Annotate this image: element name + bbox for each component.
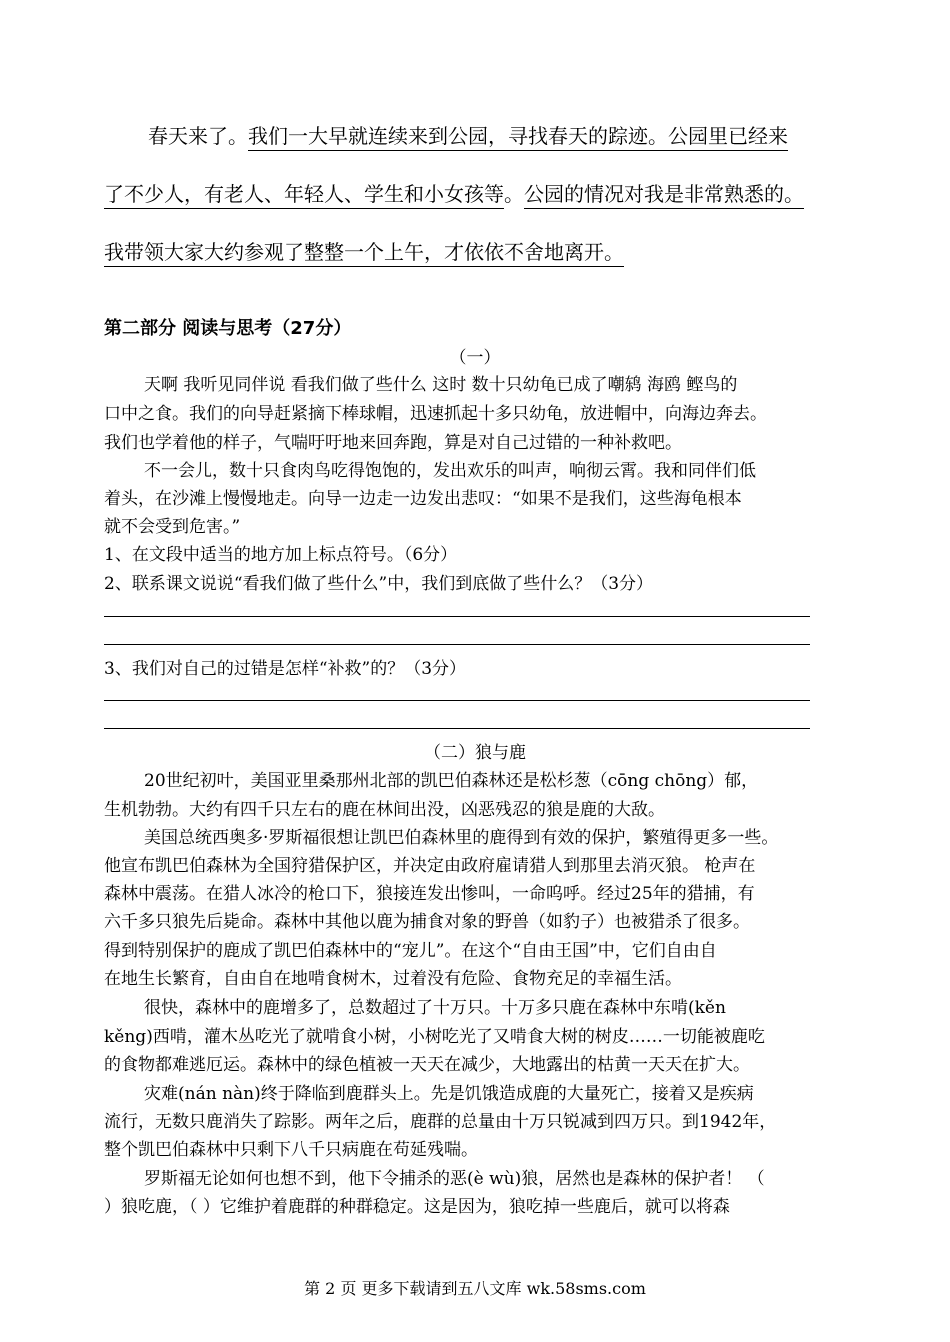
intro-line-3 [104,236,624,265]
intro-text: 。 [504,182,524,206]
part2-title: 第二部分 阅读与思考（27分） [104,318,352,339]
answer-line[interactable] [104,616,810,617]
intro-text: 春天来了。 [148,124,248,148]
intro-line-1 [148,120,788,149]
section2-line: 得到特别保护的鹿成了凯巴伯森林中的“宠儿”。在这个“自由王国”中，它们自由自 [104,941,717,961]
section2-line: 生机勃勃。大约有四千只左右的鹿在林间出没，凶恶残忍的狼是鹿的大敌。 [104,800,665,820]
page-footer: 第 2 页 更多下载请到五八文库 wk.58sms.com [304,1279,646,1298]
section2-line: 罗斯福无论如何也想不到，他下令捕杀的恶(è wù)狼，居然也是森林的保护者！ （ [144,1169,765,1189]
underlined-text: 公园的情况对我是非常熟悉的。 [524,182,804,206]
section2-line: 很快，森林中的鹿增多了，总数超过了十万只。十万多只鹿在森林中东啃(kěn [144,998,726,1018]
section1-line: 不一会儿，数十只食肉鸟吃得饱饱的，发出欢乐的叫声，响彻云霄。我和同伴们低 [144,461,756,481]
underlined-text: 了不少人，有老人、年轻人、学生和小女孩等 [104,182,504,206]
section2-line: 在地生长繁育，自由自在地啃食树木，过着没有危险、食物充足的幸福生活。 [104,969,682,989]
intro-line-2 [104,178,804,207]
section2-line: kěng)西啃，灌木丛吃光了就啃食小树，小树吃光了又啃食大树的树皮……一切能被鹿吃 [104,1027,765,1047]
underlined-text: 我们一大早就连续来到公园，寻找春天的踪迹。公园里已经来 [248,124,788,148]
question-3: 3、我们对自己的过错是怎样“补救”的？（3分） [104,659,467,679]
section2-line: 他宣布凯巴伯森林为全国狩猎保护区，并决定由政府雇请猎人到那里去消灭狼。 枪声在 [104,856,756,876]
section2-line: 森林中震荡。在猎人冰冷的枪口下，狼接连发出惨叫，一命呜呼。经过25年的猎捕，有 [104,884,755,904]
section1-line: 着头，在沙滩上慢慢地走。向导一边走一边发出悲叹：“如果不是我们，这些海龟根本 [104,489,742,509]
answer-line[interactable] [104,644,810,645]
section1-line: 口中之食。我们的向导赶紧摘下棒球帽，迅速抓起十多只幼龟，放进帽中，向海边奔去。 [104,404,767,424]
answer-line[interactable] [104,700,810,701]
section2-line: 灾难(nán nàn)终于降临到鹿群头上。先是饥饿造成鹿的大量死亡，接着又是疾病 [144,1084,754,1104]
section1-heading: （一） [449,348,501,368]
section2-line: 20世纪初叶，美国亚里桑那州北部的凯巴伯森林还是松杉葱（cōng chōng）郁， [144,771,759,791]
section1-line: 就不会受到危害。” [104,517,241,537]
section1-line: 我们也学着他的样子，气喘吁吁地来回奔跑，算是对自己过错的一种补救吧。 [104,433,682,453]
section2-line: 流行，无数只鹿消失了踪影。两年之后，鹿群的总量由十万只锐减到四万只。到1942年， [104,1112,777,1132]
question-2: 2、联系课文说说“看我们做了些什么”中，我们到底做了些什么？（3分） [104,574,654,594]
section2-line: 整个凯巴伯森林中只剩下八千只病鹿在苟延残喘。 [104,1140,478,1160]
section2-line: ）狼吃鹿，（ ）它维护着鹿群的种群稳定。这是因为，狼吃掉一些鹿后，就可以将森 [104,1197,730,1217]
answer-line[interactable] [104,728,810,729]
section2-line: 美国总统西奥多·罗斯福很想让凯巴伯森林里的鹿得到有效的保护，繁殖得更多一些。 [144,828,779,848]
section2-heading: （二）狼与鹿 [424,743,526,763]
section2-line: 六千多只狼先后毙命。森林中其他以鹿为捕食对象的野兽（如豹子）也被猎杀了很多。 [104,912,750,932]
section2-line: 的食物都难逃厄运。森林中的绿色植被一天天在减少，大地露出的枯黄一天天在扩大。 [104,1055,750,1075]
section1-line: 天啊 我听见同伴说 看我们做了些什么 这时 数十只幼龟已成了嘲鸫 海鸥 鲣鸟的 [144,375,738,395]
underlined-text: 我带领大家大约参观了整整一个上午，才依依不舍地离开。 [104,240,624,264]
question-1: 1、在文段中适当的地方加上标点符号。（6分） [104,545,458,565]
